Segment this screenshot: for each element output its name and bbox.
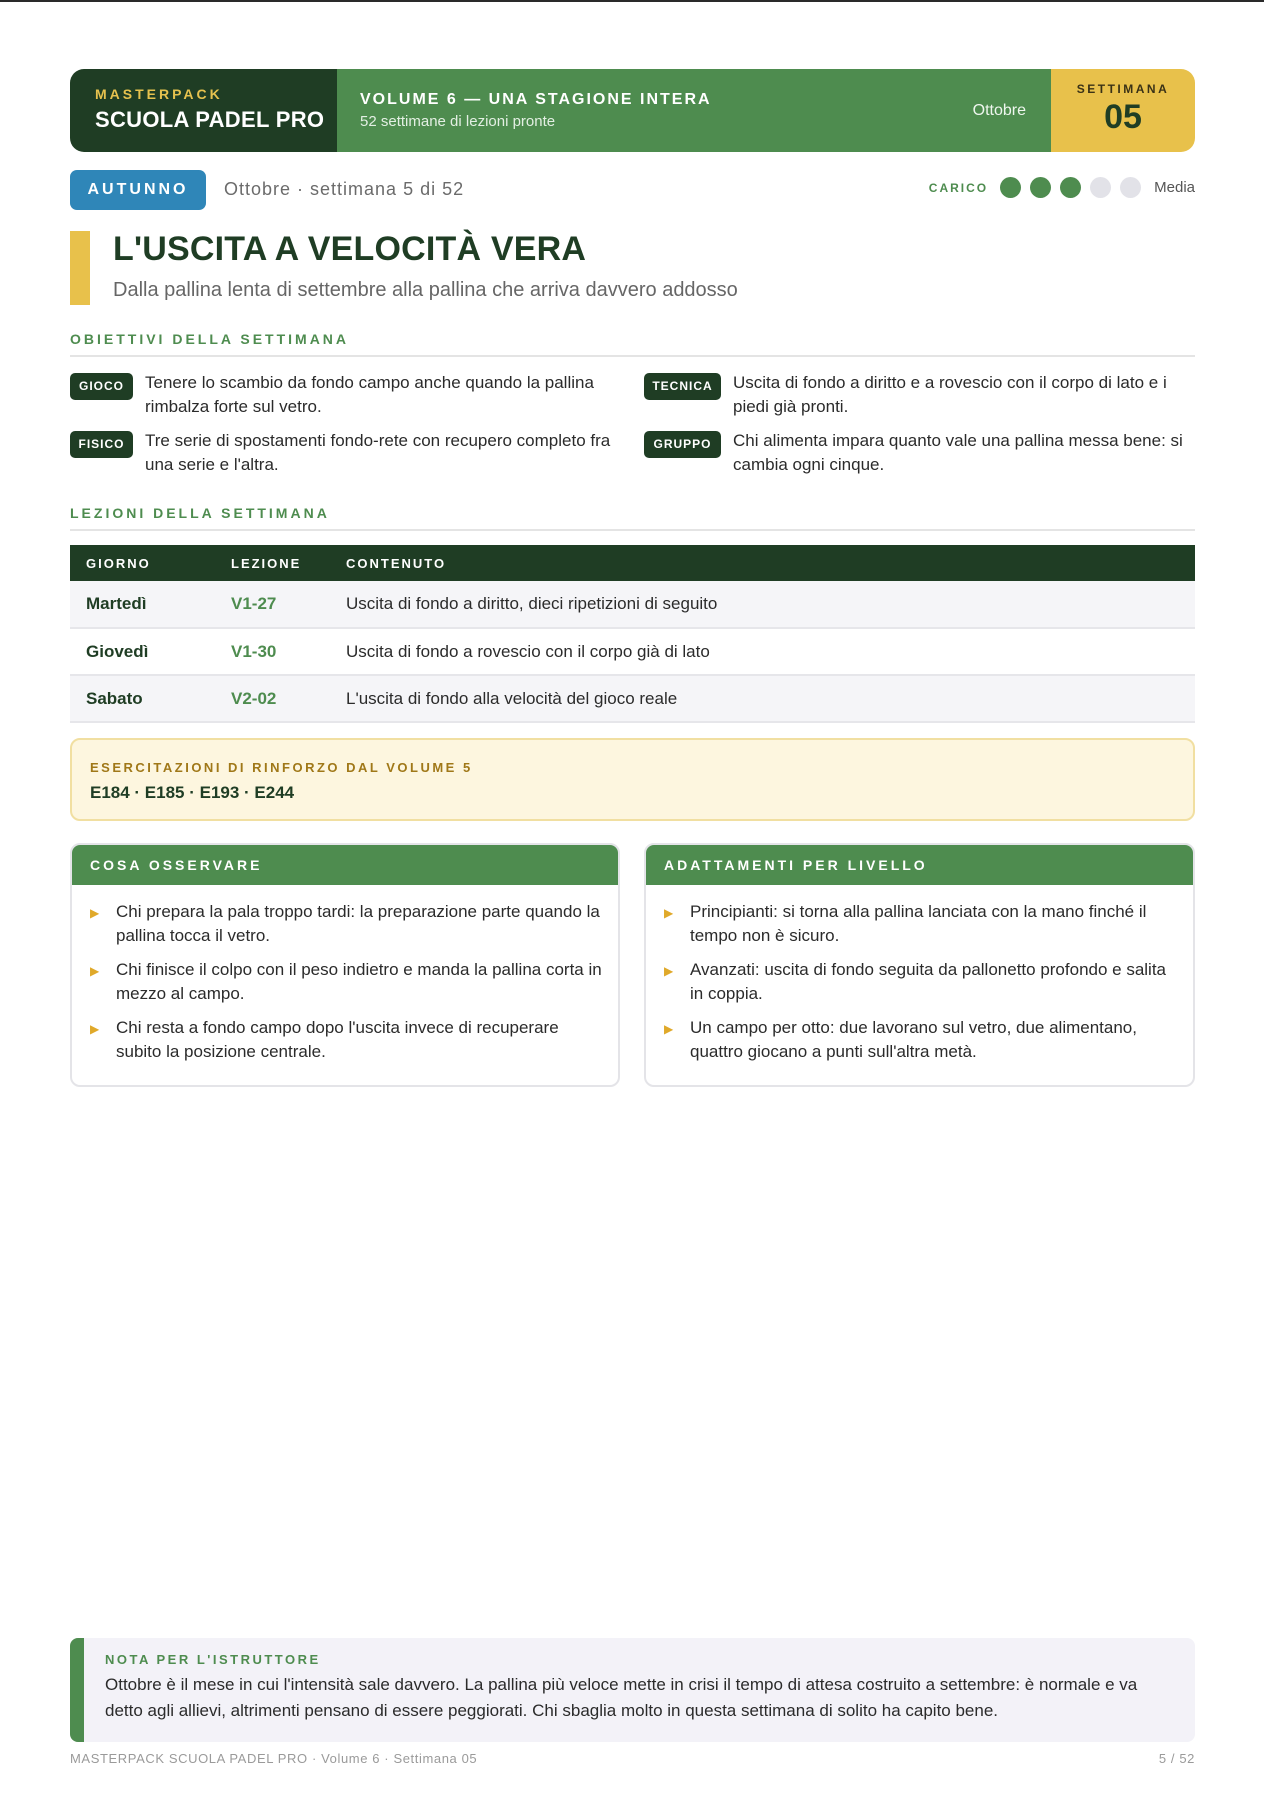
lesson-day: Giovedì (70, 628, 215, 675)
objective-text: Chi alimenta impara quanto vale una pallina messa bene: si cambia ogni cinque. (733, 431, 1183, 474)
list-item-text: Chi resta a fondo campo dopo l'uscita invece di recuperare subito la posizione centrale. (116, 1018, 559, 1061)
list-item (664, 900, 1177, 948)
reinforcement-list: E184 · E185 · E193 · E244 (90, 783, 295, 802)
observe-card (70, 843, 620, 1087)
column-header-content: CONTENUTO (330, 545, 1195, 581)
objective-item (644, 429, 1195, 477)
page-title: L'USCITA A VELOCITÀ VERA (113, 230, 587, 268)
list-item (664, 1016, 1177, 1064)
volume-subtitle: 52 settimane di lezioni pronte (360, 113, 556, 130)
table-row (70, 581, 1195, 628)
objective-text: Tenere lo scambio da fondo campo anche quando la pallina rimbalza forte sul vetro. (145, 373, 594, 416)
week-block (1051, 69, 1195, 152)
lesson-code: V2-02 (215, 675, 330, 722)
lesson-content: Uscita di fondo a rovescio con il corpo già di lato (330, 628, 1195, 675)
season-badge: AUTUNNO (70, 170, 206, 210)
load-dot-filled (1000, 177, 1021, 198)
list-item-text: Un campo per otto: due lavorano sul vetro, due alimentano, quattro giocano a punti sull'altra metà. (690, 1018, 1137, 1061)
list-item (90, 958, 602, 1006)
reinforcement-label: ESERCITAZIONI DI RINFORZO DAL VOLUME 5 (90, 760, 473, 775)
lesson-code: V1-27 (215, 581, 330, 628)
note-label: NOTA PER L'ISTRUTTORE (105, 1652, 321, 1667)
page-number: 5 / 52 (1158, 1751, 1195, 1766)
footer-title: MASTERPACK SCUOLA PADEL PRO · Volume 6 · Settimana 05 (70, 1751, 478, 1766)
column-header-lesson: LEZIONE (215, 545, 330, 581)
header-month: Ottobre (972, 101, 1026, 119)
week-label: SETTIMANA (1076, 82, 1170, 96)
load-dots (1000, 177, 1150, 198)
lesson-code: V1-30 (215, 628, 330, 675)
load-dot-filled (1060, 177, 1081, 198)
objective-item (70, 429, 615, 477)
note-text: Ottobre è il mese in cui l'intensità sale davvero. La pallina più veloce mette in crisi il tempo di attesa costruito a settembre: è normale e va detto agli allievi, altrimenti pensano di essere peggiorati. Chi sbaglia molto in questa settimana di solito ha capito bene. (105, 1675, 1138, 1720)
lesson-content: L'uscita di fondo alla velocità del gioco reale (330, 675, 1195, 722)
triangle-bullet-icon: ▶ (664, 964, 674, 978)
volume-title: VOLUME 6 — UNA STAGIONE INTERA (360, 91, 712, 108)
observe-list (72, 885, 618, 1064)
objectives-heading: OBIETTIVI DELLA SETTIMANA (70, 331, 1195, 357)
objective-text: Uscita di fondo a diritto e a rovescio con il corpo di lato e i piedi già pronti. (733, 373, 1167, 416)
table-row (70, 628, 1195, 675)
brand-kicker: MASTERPACK (95, 86, 223, 102)
list-item-text: Principianti: si torna alla pallina lanciata con la mano finché il tempo non è sicuro. (690, 902, 1147, 945)
load-dot-empty (1120, 177, 1141, 198)
note-accent-bar (70, 1638, 84, 1742)
objective-text: Tre serie di spostamenti fondo-rete con recupero completo fra una serie e l'altra. (145, 431, 611, 474)
column-header-day: GIORNO (70, 545, 215, 581)
objective-tag: TECNICA (644, 373, 721, 400)
objective-tag: FISICO (70, 431, 133, 458)
page-header (70, 69, 1195, 152)
reinforcement-box (70, 738, 1195, 821)
load-text: Media (1154, 179, 1195, 196)
list-item-text: Chi finisce il colpo con il peso indietro e manda la pallina corta in mezzo al campo. (116, 960, 602, 1003)
lesson-day: Martedì (70, 581, 215, 628)
triangle-bullet-icon: ▶ (90, 964, 100, 978)
load-label: CARICO (928, 180, 989, 195)
week-line: Ottobre · settimana 5 di 52 (224, 179, 465, 199)
table-header-row (70, 545, 1195, 581)
week-number: 05 (1104, 98, 1142, 136)
page-subtitle: Dalla pallina lenta di settembre alla pallina che arriva davvero addosso (113, 279, 738, 301)
lesson-day: Sabato (70, 675, 215, 722)
triangle-bullet-icon: ▶ (664, 906, 674, 920)
adapt-heading: ADATTAMENTI PER LIVELLO (646, 845, 1193, 885)
triangle-bullet-icon: ▶ (664, 1022, 674, 1036)
list-item (90, 1016, 602, 1064)
objective-item (70, 371, 615, 419)
triangle-bullet-icon: ▶ (90, 1022, 100, 1036)
load-indicator (929, 177, 1195, 198)
list-item-text: Chi prepara la pala troppo tardi: la preparazione parte quando la pallina tocca il vetro. (116, 902, 600, 945)
load-dot-filled (1030, 177, 1051, 198)
lessons-heading: LEZIONI DELLA SETTIMANA (70, 505, 1195, 531)
lesson-content: Uscita di fondo a diritto, dieci ripetizioni di seguito (330, 581, 1195, 628)
adapt-list (646, 885, 1193, 1064)
list-item (90, 900, 602, 948)
lessons-table (70, 545, 1195, 723)
table-row (70, 675, 1195, 722)
load-dot-empty (1090, 177, 1111, 198)
title-accent-bar (70, 231, 90, 305)
objective-tag: GRUPPO (644, 431, 721, 458)
top-rule (0, 0, 1264, 2)
list-item (664, 958, 1177, 1006)
instructor-note (70, 1638, 1195, 1742)
volume-block (337, 69, 1051, 152)
brand-name: SCUOLA PADEL PRO (95, 107, 325, 132)
objective-item (644, 371, 1195, 419)
observe-heading: COSA OSSERVARE (72, 845, 618, 885)
brand-block (70, 69, 337, 152)
adapt-card (644, 843, 1195, 1087)
page-footer (70, 1751, 1195, 1766)
objective-tag: GIOCO (70, 373, 133, 400)
triangle-bullet-icon: ▶ (90, 906, 100, 920)
list-item-text: Avanzati: uscita di fondo seguita da pallonetto profondo e salita in coppia. (690, 960, 1167, 1003)
